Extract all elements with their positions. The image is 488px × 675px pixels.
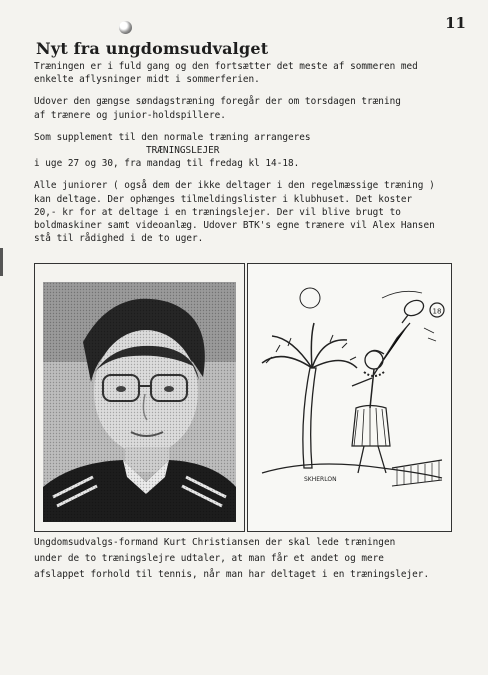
margin-mark <box>0 248 3 276</box>
portrait-photo-frame <box>34 263 245 532</box>
caption-line: Ungdomsudvalgs-formand Kurt Christiansen der skal lede træningen <box>34 537 396 548</box>
text-line: Som supplement til den normale træning arrangeres <box>34 131 311 143</box>
text-line: i uge 27 og 30, fra mandag til fredag kl 14-18. <box>34 158 300 170</box>
cartoon-frame <box>247 263 452 532</box>
page-number: 11 <box>445 14 466 32</box>
paragraph-training-camps <box>34 131 474 171</box>
text-line: Alle juniorer ( også dem der ikke deltager i den regelmæssige træning ) <box>34 180 435 192</box>
text-line: 20,- kr for at deltage i en træningslejer. Der vil blive brugt to <box>34 206 401 218</box>
paragraph-registration <box>34 179 474 245</box>
caption-line: afslappet forhold til tennis, når man har deltaget i en træningslejer. <box>34 569 430 580</box>
photo-caption <box>34 535 474 583</box>
caption-line: under de to træningslejre udtaler, at man får et andet og mere <box>34 553 384 564</box>
camp-title: TRÆNINGSLEJER <box>146 145 220 157</box>
text-line: Udover den gængse søndagstræning foregår der om torsdagen træning <box>34 96 401 108</box>
article-headline: Nyt fra ungdomsudvalget <box>36 39 269 58</box>
text-line: enkelte aflysninger midt i sommerferien. <box>34 74 260 86</box>
text-line: Træningen er i fuld gang og den fortsætter det meste af sommeren med <box>34 61 418 72</box>
cartoon-badge: 18 <box>432 307 442 316</box>
article-body <box>34 60 474 254</box>
cartoon-signature: SKHERLON <box>304 476 337 483</box>
text-line: af trænere og junior-holdspillere. <box>34 109 226 121</box>
portrait-photo <box>43 282 236 522</box>
text-line: kan deltage. Der ophænges tilmeldingslister i klubhuset. Det koster <box>34 193 413 205</box>
paragraph-training-schedule <box>34 60 474 86</box>
text-line: stå til rådighed i de to uger. <box>34 233 204 245</box>
tennis-cartoon <box>252 268 447 527</box>
tennis-ball-icon <box>119 21 132 34</box>
paragraph-thursday-training <box>34 95 474 121</box>
text-line: boldmaskiner samt videoanlæg. Udover BTK's egne trænere vil Alex Hansen <box>34 220 435 232</box>
